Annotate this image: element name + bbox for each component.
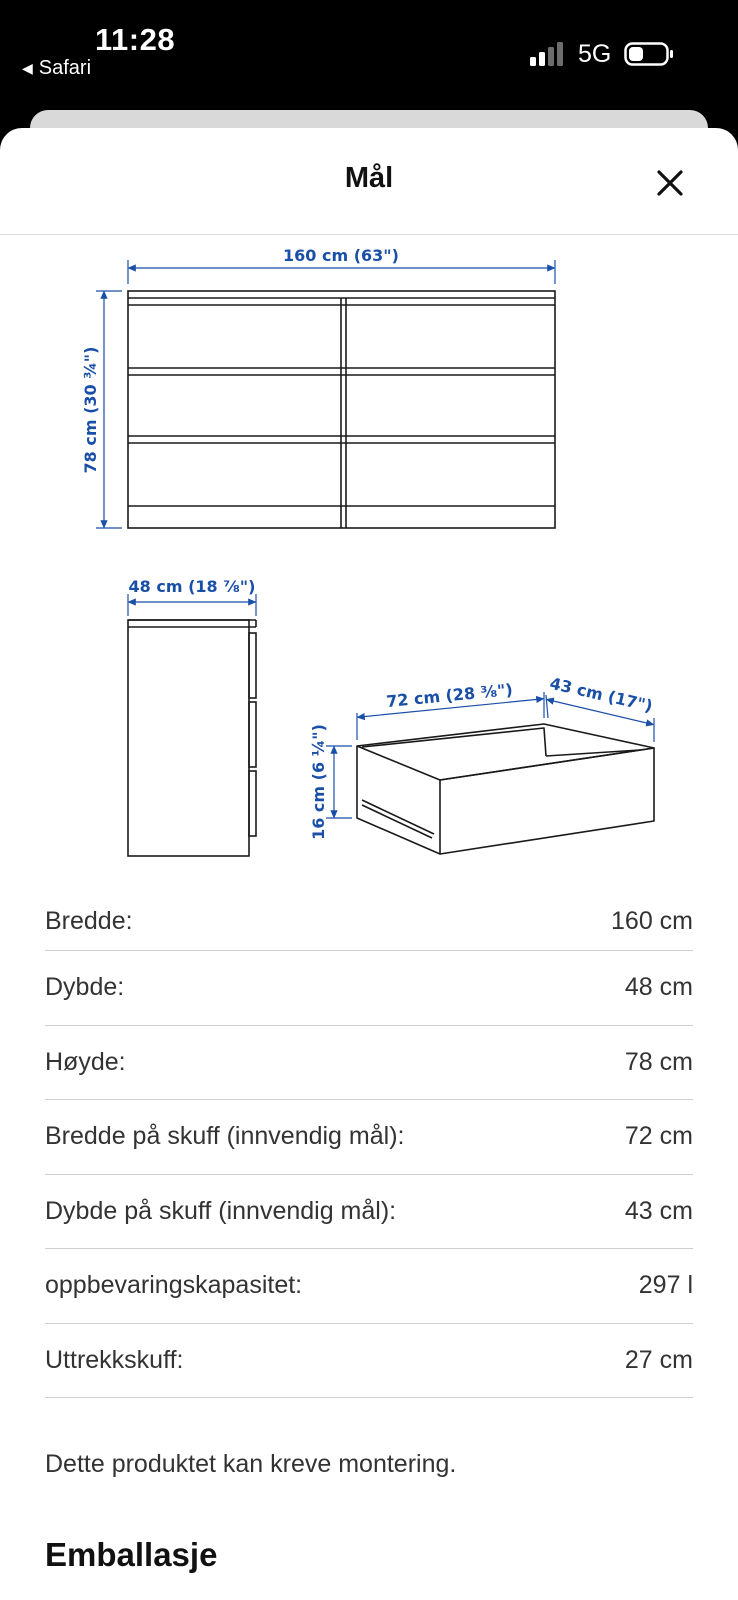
spec-label: Dybde: bbox=[45, 973, 125, 1002]
back-triangle-icon: ◀ bbox=[22, 60, 33, 76]
drawer-height-dimension bbox=[326, 746, 352, 818]
spec-value: 72 cm bbox=[624, 1122, 693, 1151]
battery-icon bbox=[624, 42, 674, 66]
drawer-depth-label: 43 cm (17") bbox=[548, 673, 655, 716]
spec-row bbox=[45, 1175, 693, 1250]
front-view bbox=[128, 291, 555, 528]
close-button[interactable] bbox=[650, 163, 690, 203]
back-to-safari-link[interactable] bbox=[22, 57, 91, 80]
spec-value: 27 cm bbox=[624, 1345, 693, 1374]
spec-label: Dybde på skuff (innvendig mål): bbox=[45, 1196, 397, 1225]
dimensions-sheet bbox=[0, 128, 738, 1600]
sheet-header bbox=[0, 128, 738, 235]
spec-value: 160 cm bbox=[611, 907, 693, 935]
drawer-width-label: 72 cm (28 ⅜") bbox=[385, 679, 514, 712]
spec-value: 78 cm bbox=[624, 1047, 693, 1076]
spec-label: oppbevaringskapasitet: bbox=[45, 1271, 303, 1300]
assembly-note: Dette produktet kan kreve montering. bbox=[45, 1450, 457, 1478]
spec-label: Bredde: bbox=[45, 907, 133, 935]
spec-row bbox=[45, 893, 693, 951]
cellular-signal-icon bbox=[530, 42, 566, 66]
drawer-height-label: 16 cm (6 ¼") bbox=[309, 724, 328, 840]
sheet-title: Mål bbox=[344, 162, 394, 194]
drawer-view bbox=[357, 724, 654, 854]
close-icon bbox=[657, 170, 683, 196]
spec-row bbox=[45, 1324, 693, 1399]
spec-row bbox=[45, 1249, 693, 1324]
side-depth-label: 48 cm (18 ⅞") bbox=[128, 577, 256, 596]
status-bar bbox=[0, 0, 738, 108]
side-depth-dimension bbox=[128, 594, 256, 616]
front-height-label: 78 cm (30 ¾") bbox=[81, 346, 100, 474]
front-width-label: 160 cm (63") bbox=[283, 246, 399, 265]
spec-row bbox=[45, 951, 693, 1026]
spec-value: 48 cm bbox=[624, 973, 693, 1002]
network-type: 5G bbox=[578, 40, 612, 68]
spec-row bbox=[45, 1026, 693, 1101]
status-time: 11:28 bbox=[95, 22, 176, 57]
side-view bbox=[128, 620, 256, 856]
spec-label: Høyde: bbox=[45, 1047, 126, 1076]
packaging-heading[interactable]: Emballasje bbox=[45, 1536, 218, 1573]
spec-value: 43 cm bbox=[624, 1196, 693, 1225]
back-app-label: Safari bbox=[38, 57, 92, 79]
spec-table bbox=[45, 893, 693, 1398]
spec-label: Bredde på skuff (innvendig mål): bbox=[45, 1122, 405, 1151]
spec-row bbox=[45, 1100, 693, 1175]
spec-label: Uttrekkskuff: bbox=[45, 1345, 184, 1374]
spec-value: 297 l bbox=[638, 1271, 693, 1300]
